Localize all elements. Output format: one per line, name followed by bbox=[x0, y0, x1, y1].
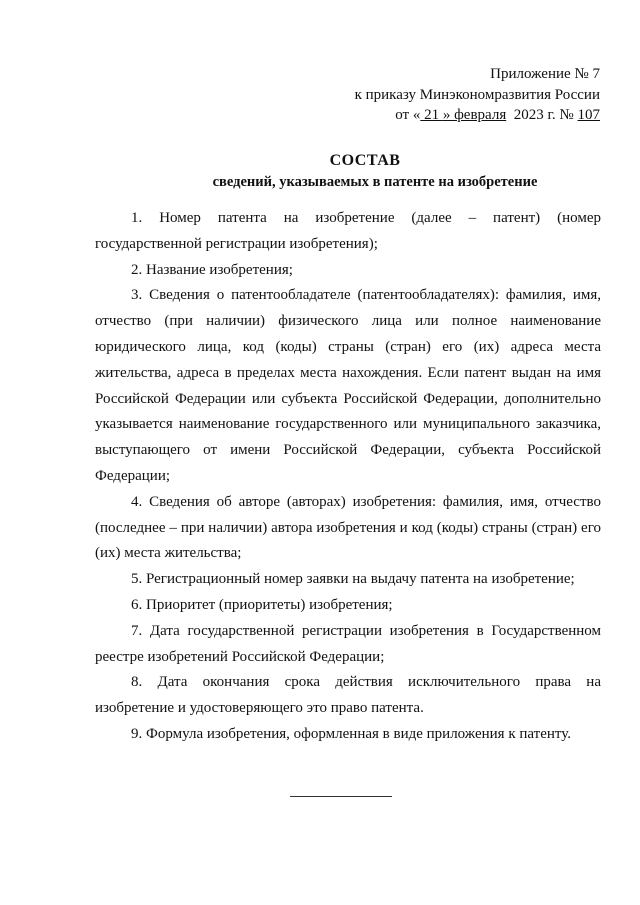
date-day: 21 bbox=[420, 107, 443, 123]
list-item: 2. Название изобретения; bbox=[131, 261, 293, 278]
list-item: 3. Сведения о патентообладателе (патентообладателях): фамилия, имя, отчество (при наличии) физического лица или полное наименование юридического лица, код (коды) страны (стран) его (их) адреса места жительства, адреса в пределах места нахождения. Если патент выдан на имя Российской Федерации или субъекта Российской Федерации, дополнительно указывается наименование государственного или муниципального заказчика, выступающего от имени Российской Федерации, субъекта Российской Федерации; bbox=[95, 287, 601, 484]
date-prefix: от « bbox=[395, 107, 421, 123]
list-item: 9. Формула изобретения, оформленная в виде приложения к патенту. bbox=[131, 725, 572, 742]
document-title bbox=[0, 150, 640, 192]
list-item: 4. Сведения об авторе (авторах) изобретения: фамилия, имя, отчество (последнее – при наличии) автора изобретения и код (коды) страны (стран) его (их) места жительства; bbox=[95, 493, 601, 562]
document-body bbox=[95, 206, 601, 748]
order-number: 107 bbox=[577, 107, 600, 123]
appendix-date-line bbox=[340, 105, 600, 126]
list-item: 6. Приоритет (приоритеты) изобретения; bbox=[131, 596, 393, 613]
list-item: 8. Дата окончания срока действия исключительного права на изобретение и удостоверяющего это право патента. bbox=[95, 674, 601, 717]
date-year: 2023 г. № bbox=[506, 107, 578, 123]
appendix-order-ref: к приказу Минэкономразвития России bbox=[354, 86, 600, 103]
appendix-number: Приложение № 7 bbox=[490, 66, 600, 82]
list-item: 7. Дата государственной регистрации изобретения в Государственном реестре изобретений Российской Федерации; bbox=[95, 622, 601, 665]
date-month: » февраля bbox=[442, 107, 507, 123]
list-item: 5. Регистрационный номер заявки на выдачу патента на изобретение; bbox=[131, 571, 575, 588]
list-item: 1. Номер патента на изобретение (далее – патент) (номер государственной регистрации изобретения); bbox=[95, 210, 601, 252]
appendix-header bbox=[340, 64, 600, 126]
title-main: СОСТАВ bbox=[329, 152, 401, 169]
closing-divider bbox=[290, 796, 392, 797]
title-subtitle: сведений, указываемых в патенте на изобретение bbox=[212, 174, 538, 190]
